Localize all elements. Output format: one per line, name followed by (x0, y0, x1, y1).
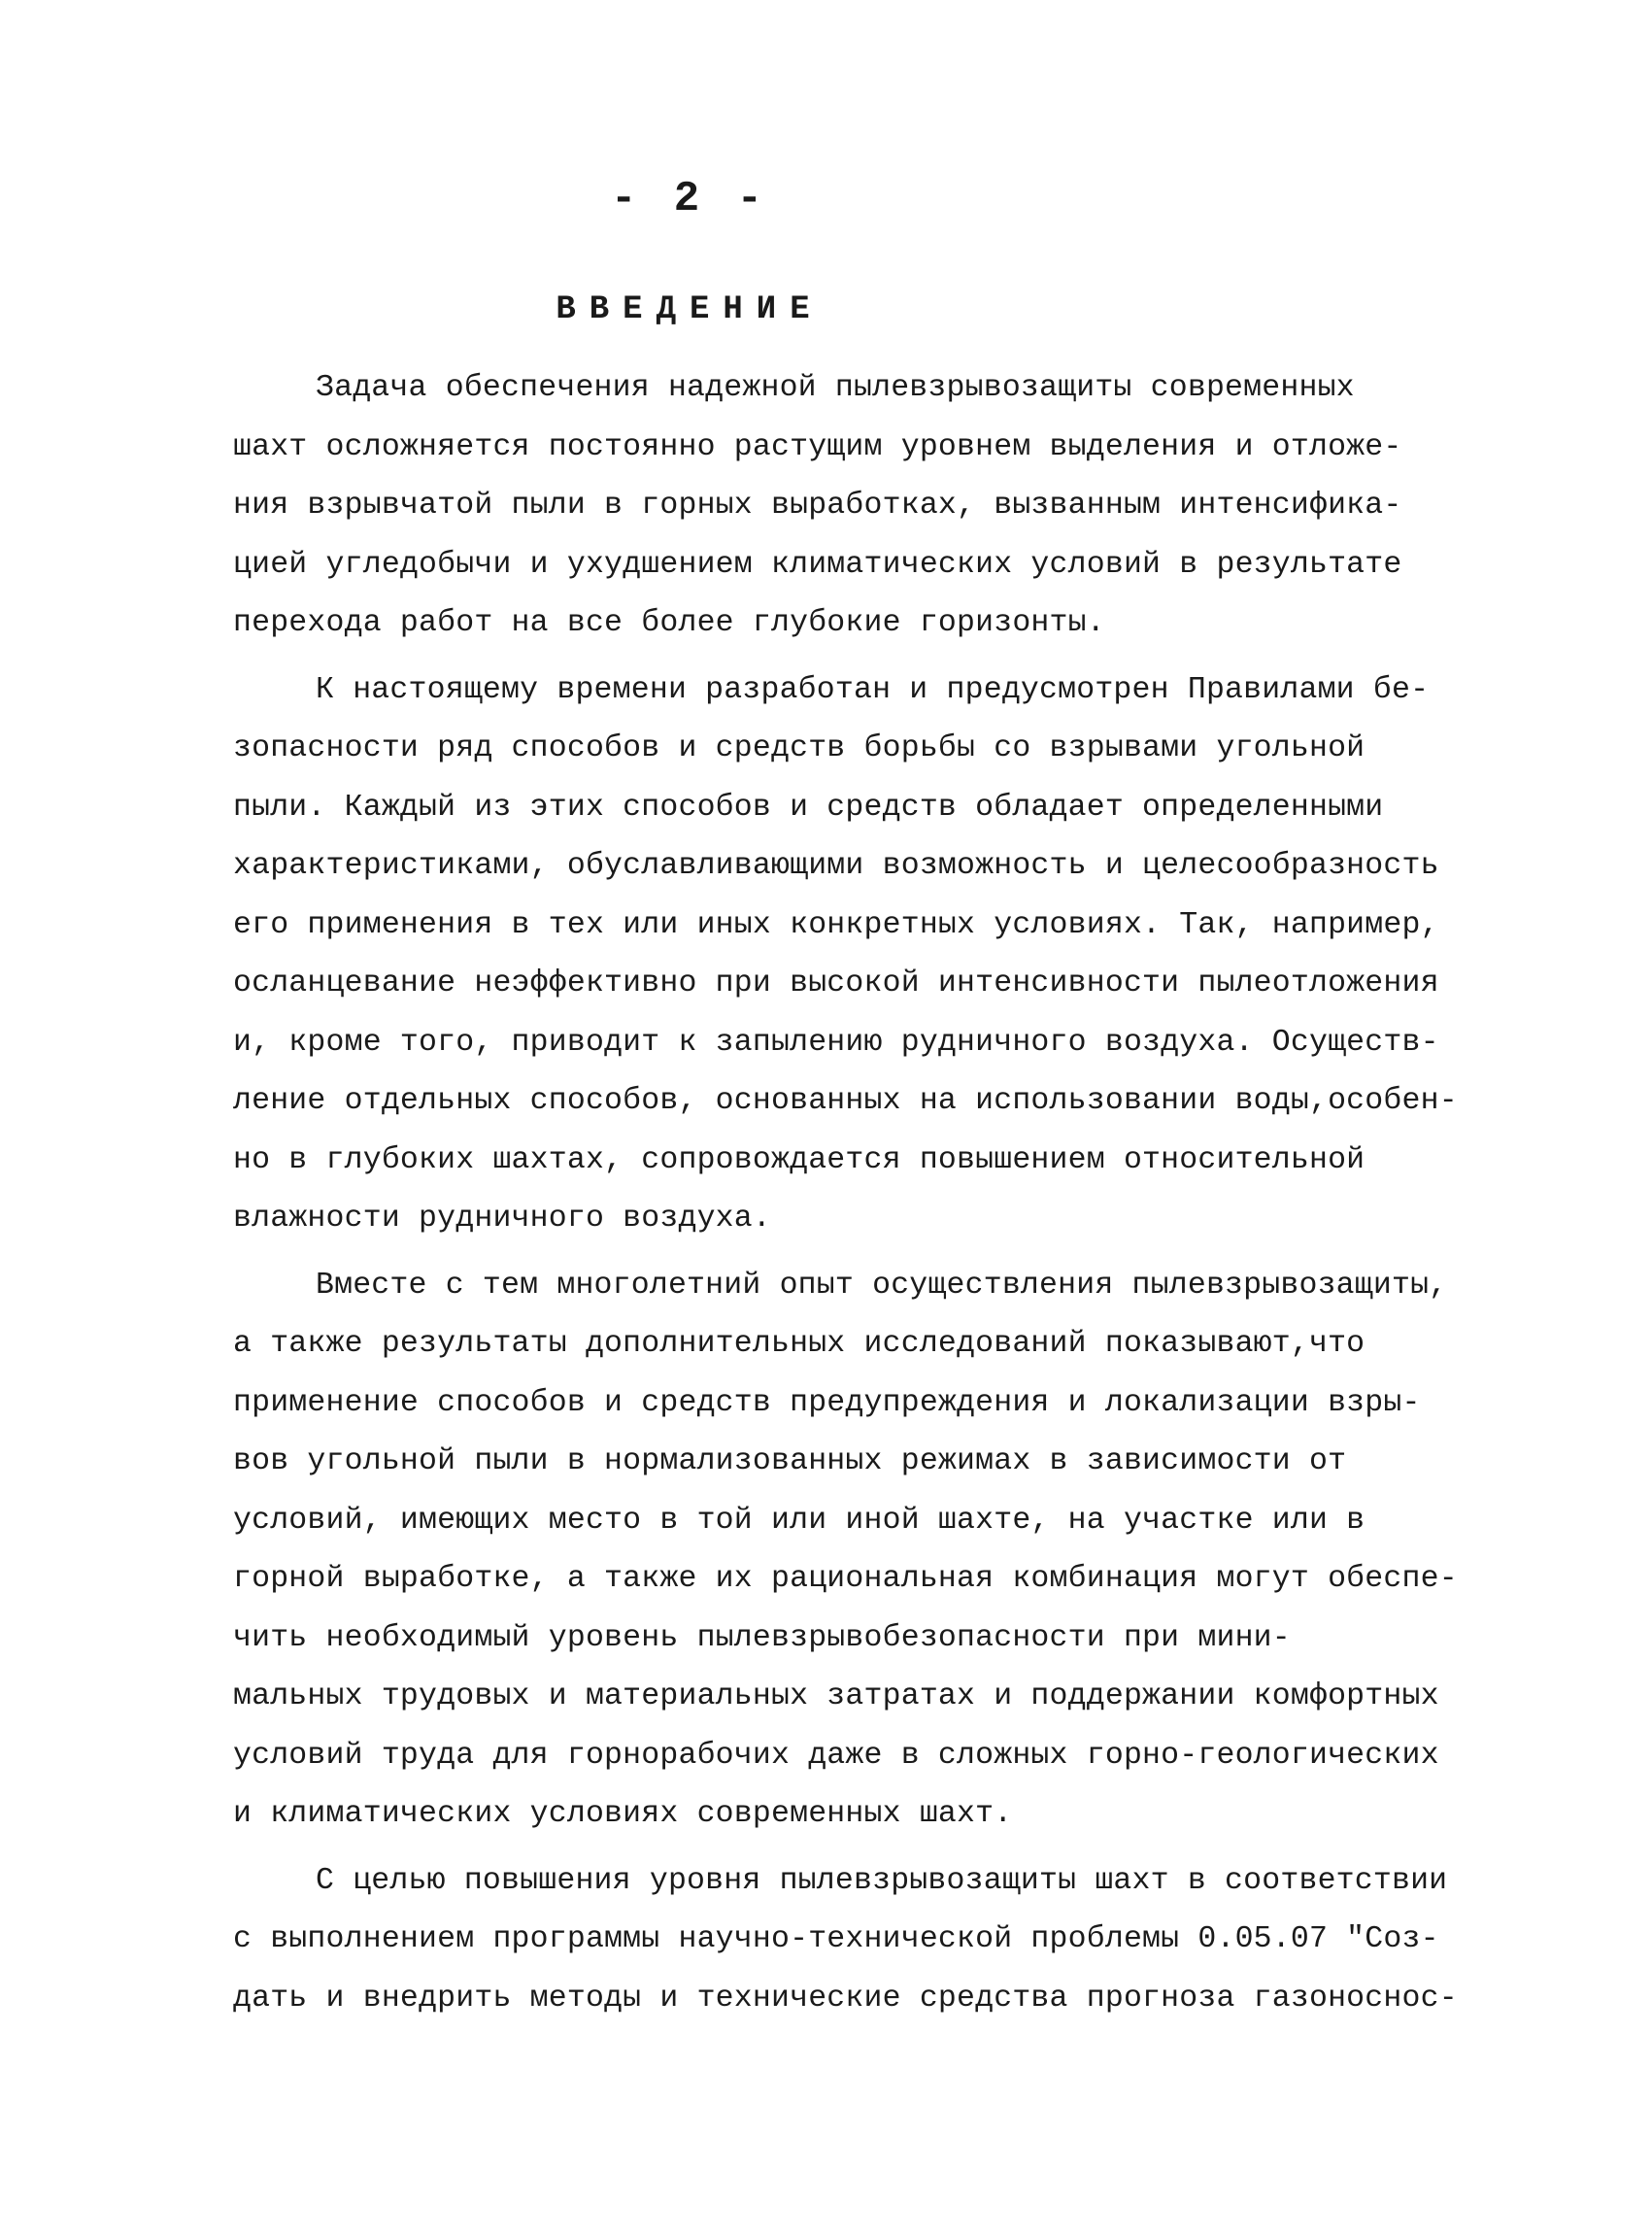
text-line: применение способов и средств предупреждения и локализации взры- (233, 1385, 1421, 1420)
text-line: и, кроме того, приводит к запылению рудничного воздуха. Осуществ- (233, 1025, 1439, 1060)
text-line: его применения в тех или иных конкретных условиях. Так, например, (233, 907, 1439, 942)
text-line: цией угледобычи и ухудшением климатических условий в результате (233, 547, 1402, 582)
text-line: и климатических условиях современных шахт. (233, 1797, 1013, 1831)
text-line: ление отдельных способов, основанных на использовании воды,особен- (233, 1084, 1458, 1118)
text-line: условий, имеющих место в той или иной шахте, на участке или в (233, 1503, 1365, 1538)
page-number: - 2 - (610, 175, 769, 223)
text-line: пыли. Каждый из этих способов и средств обладает определенными (233, 790, 1384, 825)
text-line: мальных трудовых и материальных затратах и поддержании комфортных (233, 1679, 1439, 1713)
text-line: но в глубоких шахтах, сопровождается повышением относительной (233, 1142, 1365, 1177)
text-line: зопасности ряд способов и средств борьбы со взрывами угольной (233, 731, 1365, 765)
text-line: а также результаты дополнительных исследований показывают,что (233, 1327, 1365, 1361)
document-body (233, 359, 1458, 2028)
paragraph-3 (233, 1257, 1458, 1845)
text-line: осланцевание неэффективно при высокой интенсивности пылеотложения (233, 966, 1439, 1000)
text-line: чить необходимый уровень пылевзрывобезопасности при мини- (233, 1620, 1291, 1655)
text-line: Вместе с тем многолетний опыт осуществления пылевзрывозащиты, (316, 1268, 1448, 1303)
text-line: перехода работ на все более глубокие горизонты. (233, 606, 1105, 640)
page-title: ВВЕДЕНИЕ (556, 291, 824, 328)
text-line: дать и внедрить методы и технические средства прогноза газоноснос- (233, 1981, 1458, 2016)
text-line: условий труда для горнорабочих даже в сложных горно-геологических (233, 1738, 1439, 1773)
text-line: с выполнением программы научно-технической проблемы 0.05.07 "Соз- (233, 1922, 1439, 1956)
paragraph-2 (233, 661, 1458, 1249)
text-line: К настоящему времени разработан и предусмотрен Правилами бе- (316, 672, 1430, 707)
text-line: С целью повышения уровня пылевзрывозащиты шахт в соответствии (316, 1863, 1448, 1898)
text-line: влажности рудничного воздуха. (233, 1202, 771, 1236)
text-line: вов угольной пыли в нормализованных режимах в зависимости от (233, 1444, 1347, 1478)
text-line: характеристиками, обуславливающими возможность и целесообразность (233, 849, 1439, 883)
text-line: шахт осложняется постоянно растущим уровнем выделения и отложе- (233, 429, 1402, 464)
paragraph-1 (233, 359, 1447, 654)
text-line: горной выработке, а также их рациональная комбинация могут обеспе- (233, 1562, 1458, 1596)
paragraph-4 (233, 1852, 1458, 2029)
text-line: Задача обеспечения надежной пылевзрывозащиты современных (316, 371, 1355, 405)
text-line: ния взрывчатой пыли в горных выработках, вызванным интенсифика- (233, 489, 1402, 523)
